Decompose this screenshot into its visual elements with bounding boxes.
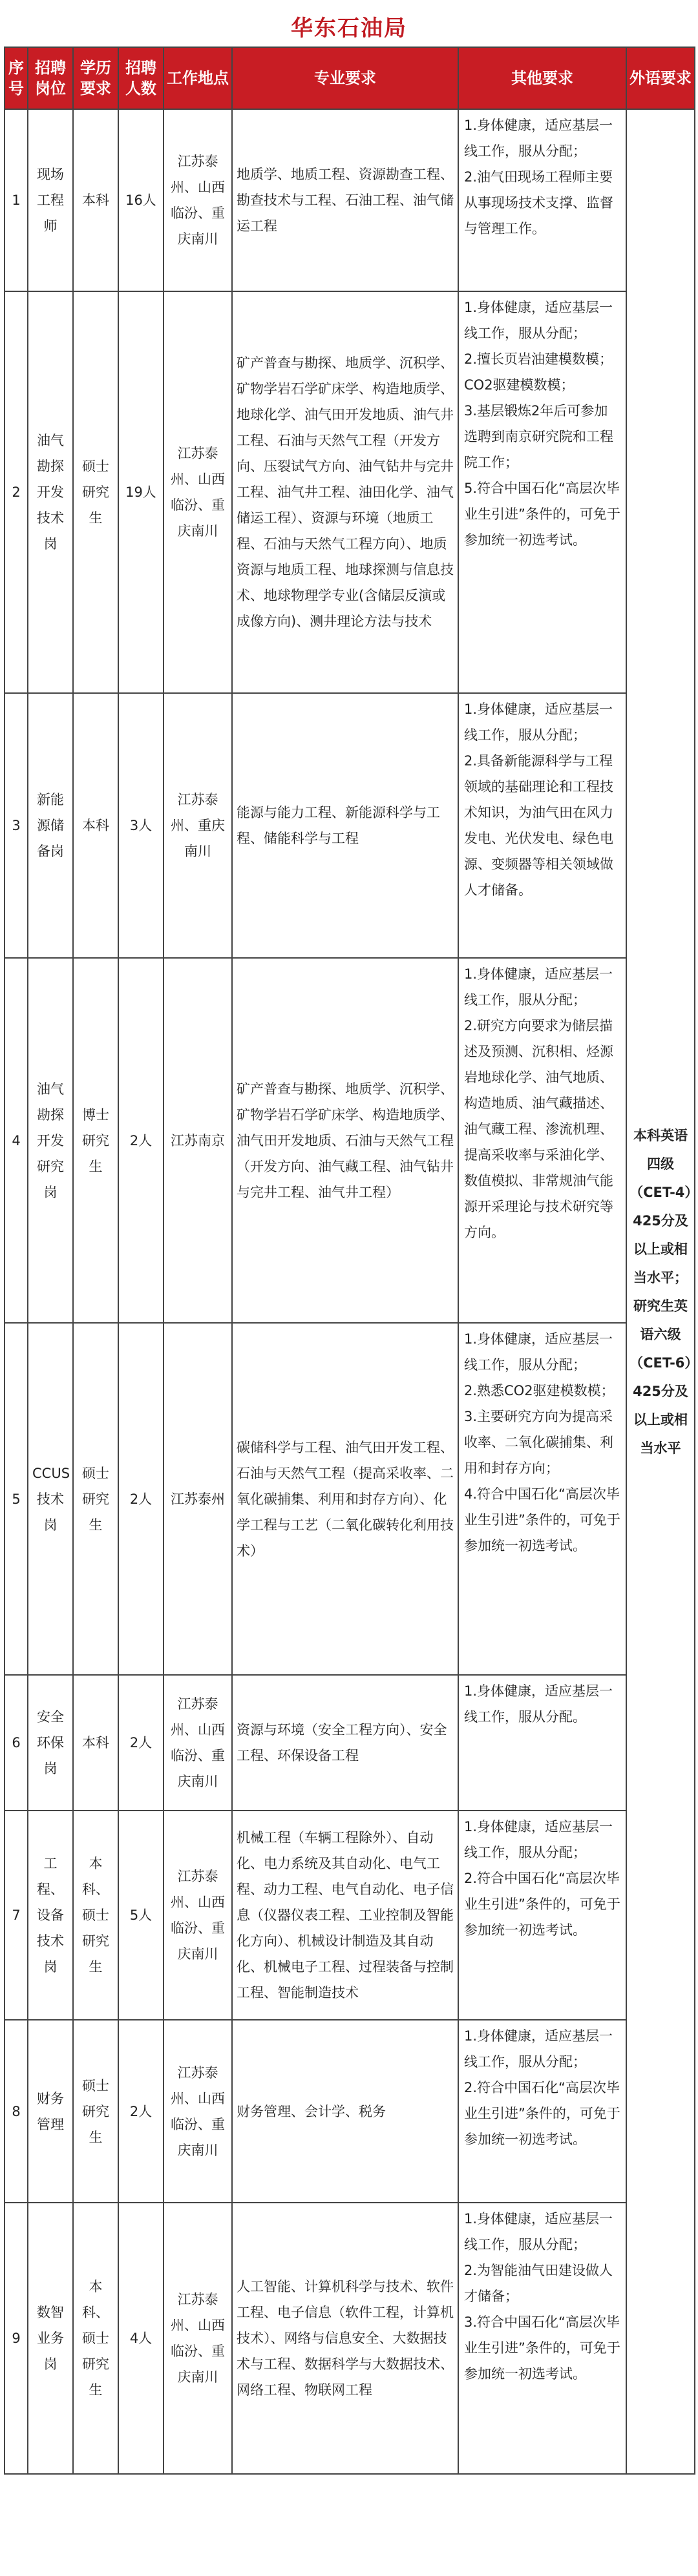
requirement-line: 2.油气田现场工程师主要从事现场技术支撑、监督与管理工作。 (464, 169, 613, 236)
row-major: 矿产普查与勘探、地质学、沉积学、矿物学岩石学矿床学、构造地质学、油气田开发地质、石油与天然气工程（开发方向、油气藏工程、油气钻井与完井工程、油气井工程） (232, 958, 458, 1323)
row-count: 2人 (118, 2020, 164, 2203)
row-count: 19人 (118, 291, 164, 693)
row-no: 2 (5, 291, 28, 693)
requirement-line: 1.身体健康，适应基层一线工作，服从分配； (464, 1331, 613, 1373)
row-other-requirements (458, 2203, 626, 2474)
table-row (5, 958, 695, 1323)
header-position: 招聘岗位 (28, 47, 73, 109)
row-major: 资源与环境（安全工程方向）、安全工程、环保设备工程 (232, 1675, 458, 1811)
row-no: 1 (5, 109, 28, 291)
row-other-requirements (458, 958, 626, 1323)
header-degree: 学历要求 (73, 47, 118, 109)
row-position: 新能源储备岗 (28, 693, 73, 958)
row-other-requirements (458, 1675, 626, 1811)
row-location: 江苏泰州、山西临汾、重庆南川 (164, 1811, 232, 2020)
row-other-requirements (458, 1323, 626, 1675)
header-count: 招聘人数 (118, 47, 164, 109)
row-count: 4人 (118, 2203, 164, 2474)
header-row (5, 47, 695, 109)
row-degree: 本科 (73, 693, 118, 958)
requirement-line: 3.基层锻炼2年后可参加选聘到南京研究院和工程院工作； (464, 403, 613, 470)
row-location: 江苏泰州、山西临汾、重庆南川 (164, 109, 232, 291)
row-position: 现场工程师 (28, 109, 73, 291)
row-no: 4 (5, 958, 28, 1323)
row-other-requirements (458, 693, 626, 958)
table-row (5, 2203, 695, 2474)
row-position: CCUS技术岗 (28, 1323, 73, 1675)
table-row (5, 109, 695, 291)
row-major: 能源与能力工程、新能源科学与工程、储能科学与工程 (232, 693, 458, 958)
row-degree: 博士研究生 (73, 958, 118, 1323)
requirement-line: 4.符合中国石化“高层次毕业生引进”条件的，可免于参加统一初选考试。 (464, 1486, 620, 1553)
row-major: 机械工程（车辆工程除外）、自动化、电力系统及其自动化、电气工程、动力工程、电气自动化、电子信息（仪器仪表工程、工业控制及智能化方向）、机械设计制造及其自动化、机械电子工程、过程装备与控制工程、智能制造技术 (232, 1811, 458, 2020)
row-position: 工程、设备技术岗 (28, 1811, 73, 2020)
recruitment-table (4, 47, 695, 2475)
row-degree: 本科、硕士研究生 (73, 1811, 118, 2020)
row-location: 江苏泰州、山西临汾、重庆南川 (164, 2203, 232, 2474)
requirement-line: 2.符合中国石化“高层次毕业生引进”条件的，可免于参加统一初选考试。 (464, 2080, 620, 2147)
row-no: 8 (5, 2020, 28, 2203)
row-location: 江苏泰州、重庆南川 (164, 693, 232, 958)
row-degree: 本科、硕士研究生 (73, 2203, 118, 2474)
row-no: 9 (5, 2203, 28, 2474)
row-degree: 本科 (73, 1675, 118, 1811)
row-count: 3人 (118, 693, 164, 958)
requirement-line: 5.符合中国石化“高层次毕业生引进”条件的，可免于参加统一初选考试。 (464, 481, 620, 548)
row-location: 江苏泰州、山西临汾、重庆南川 (164, 1675, 232, 1811)
header-no: 序号 (5, 47, 28, 109)
requirement-line: 3.主要研究方向为提高采收率、二氧化碳捕集、利用和封存方向； (464, 1409, 613, 1476)
requirement-line: 2.熟悉CO2驱建模数模； (464, 1383, 615, 1398)
requirement-line: 1.身体健康，适应基层一线工作，服从分配； (464, 1819, 613, 1860)
header-language: 外语要求 (626, 47, 695, 109)
table-row (5, 693, 695, 958)
row-location: 江苏泰州 (164, 1323, 232, 1675)
row-degree: 硕士研究生 (73, 2020, 118, 2203)
row-other-requirements (458, 109, 626, 291)
table-row (5, 1811, 695, 2020)
header-major: 专业要求 (232, 47, 458, 109)
row-count: 2人 (118, 958, 164, 1323)
row-position: 数智业务岗 (28, 2203, 73, 2474)
row-major: 人工智能、计算机科学与技术、软件工程、电子信息（软件工程，计算机技术）、网络与信息安全、大数据技术与工程、数据科学与大数据技术、网络工程、物联网工程 (232, 2203, 458, 2474)
table-row (5, 291, 695, 693)
row-no: 3 (5, 693, 28, 958)
requirement-line: 2.为智能油气田建设做人才储备； (464, 2263, 613, 2304)
row-location: 江苏泰州、山西临汾、重庆南川 (164, 291, 232, 693)
requirement-line: 2.具备新能源科学与工程领域的基础理论和工程技术知识，为油气田在风力发电、光伏发电、绿色电源、变频器等相关领域做人才储备。 (464, 753, 613, 898)
row-position: 油气勘探开发技术岗 (28, 291, 73, 693)
requirement-line: 1.身体健康，适应基层一线工作，服从分配； (464, 118, 613, 159)
row-other-requirements (458, 291, 626, 693)
row-no: 5 (5, 1323, 28, 1675)
org-title: 华东石油局 (291, 16, 407, 41)
row-no: 7 (5, 1811, 28, 2020)
requirement-line: 1.身体健康，适应基层一线工作，服从分配； (464, 966, 613, 1008)
row-other-requirements (458, 1811, 626, 2020)
row-major: 碳储科学与工程、油气田开发工程、石油与天然气工程（提高采收率、二氧化碳捕集、利用和封存方向）、化学工程与工艺（二氧化碳转化利用技术） (232, 1323, 458, 1675)
requirement-line: 2.擅长页岩油建模数模；CO2驱建模数模； (464, 351, 613, 393)
language-requirement: 本科英语四级（CET-4）425分及以上或相当水平；研究生英语六级（CET-6）425分及以上或相当水平 (626, 109, 695, 2474)
table-row (5, 2020, 695, 2203)
row-count: 2人 (118, 1675, 164, 1811)
row-major: 地质学、地质工程、资源勘查工程、勘查技术与工程、石油工程、油气储运工程 (232, 109, 458, 291)
row-position: 财务管理 (28, 2020, 73, 2203)
row-location: 江苏南京 (164, 958, 232, 1323)
row-position: 油气勘探开发研究岗 (28, 958, 73, 1323)
requirement-line: 1.身体健康，适应基层一线工作，服从分配； (464, 2211, 613, 2252)
row-degree: 本科 (73, 109, 118, 291)
row-degree: 硕士研究生 (73, 291, 118, 693)
requirement-line: 1.身体健康，适应基层一线工作，服从分配； (464, 300, 613, 341)
row-count: 16人 (118, 109, 164, 291)
table-row (5, 1323, 695, 1675)
row-major: 财务管理、会计学、税务 (232, 2020, 458, 2203)
requirement-line: 2.符合中国石化“高层次毕业生引进”条件的，可免于参加统一初选考试。 (464, 1871, 620, 1938)
requirement-line: 3.符合中国石化“高层次毕业生引进”条件的，可免于参加统一初选考试。 (464, 2314, 620, 2382)
row-no: 6 (5, 1675, 28, 1811)
table-body (5, 109, 695, 2474)
row-count: 2人 (118, 1323, 164, 1675)
header-location: 工作地点 (164, 47, 232, 109)
row-position: 安全环保岗 (28, 1675, 73, 1811)
requirement-line: 2.研究方向要求为储层描述及预测、沉积相、烃源岩地球化学、油气地质、构造地质、油气藏描述、油气藏工程、渗流机理、提高采收率与采油化学、数值模拟、非常规油气能源开采理论与技术研究等方向。 (464, 1018, 613, 1240)
requirement-line: 1.身体健康，适应基层一线工作，服从分配； (464, 701, 613, 743)
requirement-line: 1.身体健康，适应基层一线工作，服从分配。 (464, 1683, 613, 1725)
row-count: 5人 (118, 1811, 164, 2020)
row-other-requirements (458, 2020, 626, 2203)
header-other: 其他要求 (458, 47, 626, 109)
requirement-line: 1.身体健康，适应基层一线工作，服从分配； (464, 2028, 613, 2070)
row-major: 矿产普查与勘探、地质学、沉积学、矿物学岩石学矿床学、构造地质学、地球化学、油气田开发地质、油气井工程、石油与天然气工程（开发方向、压裂试气方向、油气钻井与完井工程、油气井工程、油田化学、油气储运工程）、资源与环境（地质工程、石油与天然气工程方向）、地质资源与地质工程、地球探测与信息技术、地球物理学专业(含储层反演或成像方向)、测井理论方法与技术 (232, 291, 458, 693)
table-row (5, 1675, 695, 1811)
row-degree: 硕士研究生 (73, 1323, 118, 1675)
row-location: 江苏泰州、山西临汾、重庆南川 (164, 2020, 232, 2203)
